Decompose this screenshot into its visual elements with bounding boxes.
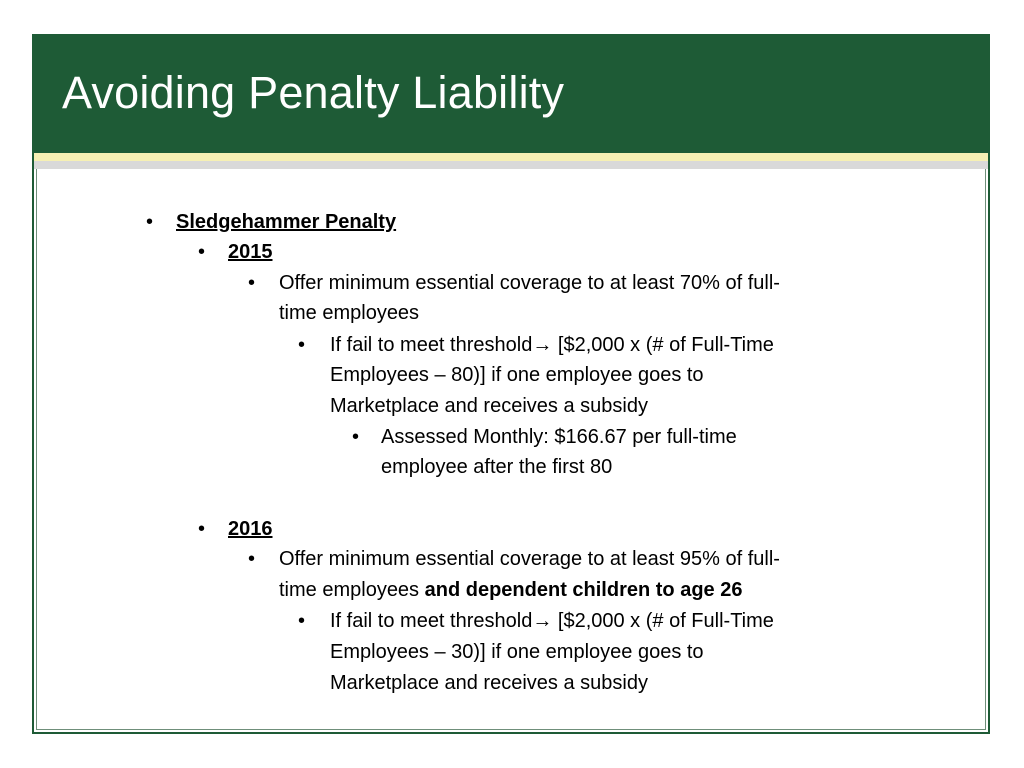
bullet-glyph: •	[248, 272, 256, 294]
fail-2016-text-pre: If fail to meet threshold	[330, 610, 533, 632]
arrow-right-icon: →	[532, 334, 553, 356]
fail-2016-line3: Marketplace and receives a subsidy	[330, 672, 648, 694]
fail-2015-line2: Employees – 80)] if one employee goes to	[330, 364, 704, 386]
bullet-sledgehammer	[176, 207, 396, 237]
bullet-glyph: •	[198, 518, 206, 540]
offer-2016-text: time employees	[279, 579, 425, 601]
fail-2015-line3: Marketplace and receives a subsidy	[330, 395, 648, 417]
year-2015-heading: 2015	[228, 241, 273, 263]
fail-2015-text-post: [$2,000 x (# of Full-Time	[552, 334, 774, 356]
offer-2016-line2	[279, 575, 742, 605]
offer-2015-line2: time employees	[279, 302, 420, 324]
bullet-glyph: •	[248, 548, 256, 570]
bullet-2016	[228, 514, 273, 544]
fail-2015-text-pre: If fail to meet threshold	[330, 334, 533, 356]
assessed-line2: employee after the first 80	[381, 456, 613, 478]
bullet-glyph: •	[298, 334, 306, 356]
arrow-right-icon: →	[532, 610, 553, 632]
bullet-glyph: •	[146, 211, 154, 233]
sledgehammer-heading: Sledgehammer Penalty	[176, 211, 397, 233]
bullet-glyph: •	[198, 241, 206, 263]
bullet-glyph: •	[298, 610, 306, 632]
year-2016-heading: 2016	[228, 518, 273, 540]
fail-2016-line1	[330, 606, 774, 636]
fail-2015-line1	[330, 330, 774, 360]
offer-2016-bold: and dependent children to age 26	[424, 579, 743, 601]
bullet-2015	[228, 237, 273, 267]
fail-2016-line2: Employees – 30)] if one employee goes to	[330, 641, 704, 663]
bullet-glyph: •	[352, 426, 360, 448]
assessed-line1: Assessed Monthly: $166.67 per full-time	[381, 426, 737, 448]
fail-2016-text-post: [$2,000 x (# of Full-Time	[552, 610, 774, 632]
slide-title: Avoiding Penalty Liability	[62, 67, 565, 118]
offer-2015-line1: Offer minimum essential coverage to at least 70% of full-	[279, 272, 780, 294]
offer-2016-line1: Offer minimum essential coverage to at least 95% of full-	[279, 548, 780, 570]
